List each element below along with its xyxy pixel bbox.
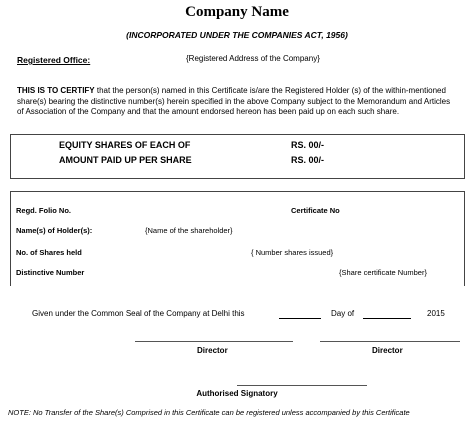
certify-paragraph — [17, 86, 457, 118]
holders-value: {Name of the shareholder} — [145, 226, 233, 235]
director-left-label: Director — [197, 346, 228, 355]
registered-office-label: Registered Office: — [17, 55, 91, 65]
distinctive-number-label: Distinctive Number — [16, 268, 85, 277]
details-box — [10, 191, 465, 286]
authorised-signature-line — [237, 385, 367, 386]
seal-year: 2015 — [427, 309, 445, 318]
registered-office-value: {Registered Address of the Company} — [186, 54, 320, 63]
holders-label: Name(s) of Holder(s): — [16, 226, 93, 235]
certify-lead: THIS IS TO CERTIFY — [17, 86, 95, 95]
seal-day-of-label: Day of — [331, 309, 355, 318]
distinctive-number-value: {Share certificate Number} — [339, 268, 427, 277]
month-blank-line — [363, 318, 411, 319]
equity-line1-label: EQUITY SHARES OF EACH OF — [59, 140, 191, 150]
date-blank-line — [279, 318, 321, 319]
director-right-signature-line — [320, 341, 460, 342]
director-right-label: Director — [372, 346, 403, 355]
shares-held-value: { Number shares issued} — [251, 248, 334, 257]
equity-line2-label: AMOUNT PAID UP PER SHARE — [59, 155, 192, 165]
folio-label: Regd. Folio No. — [16, 206, 71, 215]
company-name: Company Name — [185, 4, 289, 20]
equity-line2-value: RS. 00/- — [291, 155, 325, 165]
director-left-signature-line — [135, 341, 293, 342]
transfer-note: NOTE: No Transfer of the Share(s) Comprised in this Certificate can be registered unless accompanied by this Certificate — [8, 408, 410, 417]
shares-held-label: No. of Shares held — [16, 248, 82, 257]
equity-line1-value: RS. 00/- — [291, 140, 325, 150]
certify-body: that the person(s) named in this Certificate is/are the Registered Holder (s) of the within-mentioned share(s) bearing the distinctive number(s) herein specified in the above Company subject to the Memorandum and Articles of Association of the Company and that the amount endorsed hereon has been paid up on each such share. — [17, 86, 451, 116]
seal-given-text: Given under the Common Seal of the Company at Delhi this — [32, 309, 245, 318]
authorised-signatory-label: Authorised Signatory — [196, 389, 278, 398]
certificate-no-label: Certificate No — [291, 206, 340, 215]
incorporation-line: (INCORPORATED UNDER THE COMPANIES ACT, 1956) — [126, 30, 348, 40]
equity-box — [10, 134, 465, 179]
